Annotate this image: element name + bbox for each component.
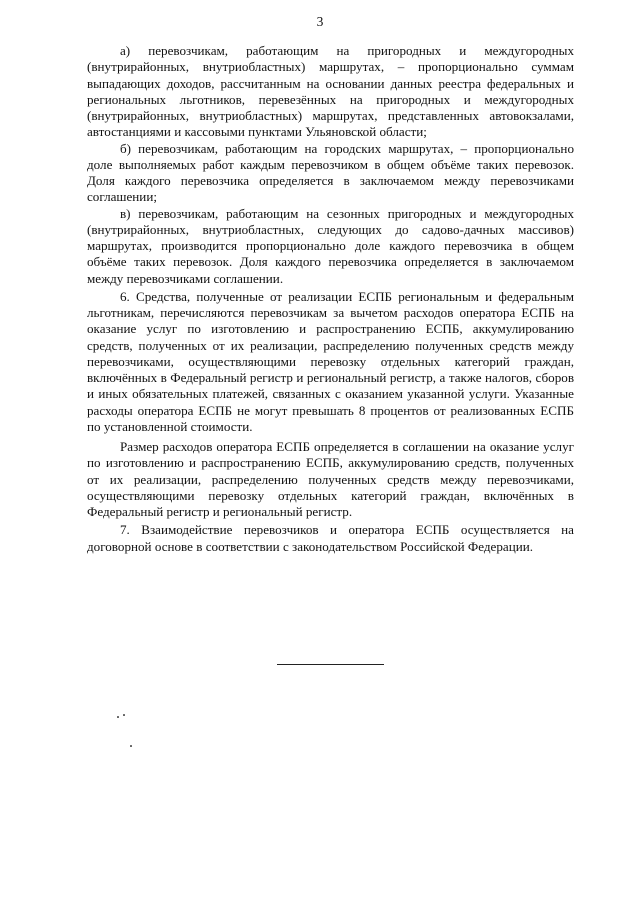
paragraph-item-v: в) перевозчикам, работающим на сезонных пригородных и междугородных (внутрирайонных, внутриобластных, следующих до садово-дачных массивов) маршрутах, производится пропорционально доле каждого перевозчика в общем объёме таких перевозок. Доля каждого перевозчика определяется в заключаемом между перевозчиками соглашении. (87, 205, 574, 286)
page-number: 3 (316, 14, 324, 29)
scan-speck (123, 714, 125, 716)
paragraph-item-a: а) перевозчикам, работающим на пригородных и междугородных (внутрирайонных, внутриобластных) маршрутах, – пропорционально суммам выпадающих доходов, рассчитанным на основании данных реестра федеральных и региональных льготников, перевезённых на пригородных и междугородных (внутрирайонных, внутриобластных) маршрутах, представленных автовокзалами, автостанциями и кассовыми пунктами Ульяновской области; (87, 43, 574, 140)
paragraph-clause-7: 7. Взаимодействие перевозчиков и оператора ЕСПБ осуществляется на договорной основе в соответствии с законодательством Российской Федерации. (87, 522, 574, 554)
paragraph-item-b: б) перевозчикам, работающим на городских маршрутах, – пропорционально доле выполняемых работ каждым перевозчиком в общем объёме таких перевозок. Доля каждого перевозчика определяется в заключаемом между перевозчиками соглашении; (87, 140, 574, 205)
document-body (87, 43, 574, 555)
scan-speck (117, 716, 119, 718)
paragraph-clause-6: 6. Средства, полученные от реализации ЕСПБ региональным и федеральным льготникам, перечисляются перевозчикам за вычетом расходов оператора ЕСПБ на оказание услуг по изготовлению и распространению ЕСПБ, аккумулированию средств, полученных от их реализации, распределению полученных средств между перевозчиками, осуществляющими перевозку отдельных категорий граждан, включённых в Федеральный регистр и региональный регистр, а также налогов, сборов и иных обязательных платежей, связанных с оказанием указанной услуги. Указанные расходы оператора ЕСПБ не могут превышать 8 процентов от реализованных ЕСПБ по установленной стоимости. (87, 288, 574, 434)
scan-speck (130, 745, 132, 747)
closing-rule-divider (277, 664, 384, 665)
paragraph-clause-6-expenses: Размер расходов оператора ЕСПБ определяется в соглашении на оказание услуг по изготовлению и распространению ЕСПБ, аккумулированию средств, полученных от их реализации, распределению полученных средств между перевозчиками, осуществляющими перевозку отдельных категорий граждан, включённых в Федеральный регистр и региональный регистр. (87, 439, 574, 519)
